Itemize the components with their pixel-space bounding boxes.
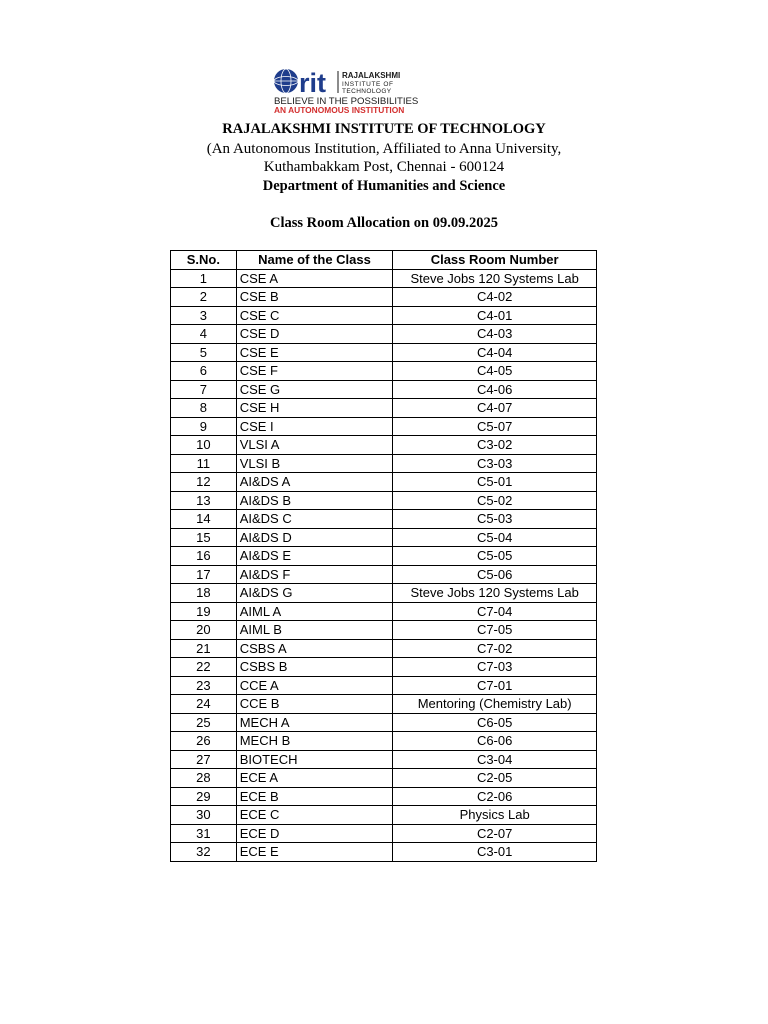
row-sno: 26 xyxy=(171,732,237,751)
row-class-name: CSE B xyxy=(236,288,393,307)
row-class-name: VLSI A xyxy=(236,436,393,455)
row-room-number: C2-07 xyxy=(393,824,597,843)
row-class-name: AIML A xyxy=(236,602,393,621)
table-row xyxy=(171,769,597,788)
table-row xyxy=(171,565,597,584)
department-name: Department of Humanities and Science xyxy=(262,178,506,194)
row-room-number: C7-03 xyxy=(393,658,597,677)
row-class-name: CSE F xyxy=(236,362,393,381)
row-class-name: CSE C xyxy=(236,306,393,325)
row-sno: 12 xyxy=(171,473,237,492)
table-row xyxy=(171,362,597,381)
table-row xyxy=(171,695,597,714)
row-room-number: C2-06 xyxy=(393,787,597,806)
row-sno: 22 xyxy=(171,658,237,677)
row-room-number: C5-03 xyxy=(393,510,597,529)
row-sno: 6 xyxy=(171,362,237,381)
row-sno: 29 xyxy=(171,787,237,806)
row-sno: 18 xyxy=(171,584,237,603)
table-row xyxy=(171,639,597,658)
row-sno: 5 xyxy=(171,343,237,362)
row-sno: 14 xyxy=(171,510,237,529)
row-sno: 11 xyxy=(171,454,237,473)
row-sno: 19 xyxy=(171,602,237,621)
row-sno: 23 xyxy=(171,676,237,695)
row-class-name: AI&DS A xyxy=(236,473,393,492)
row-room-number: C4-05 xyxy=(393,362,597,381)
row-room-number: C7-02 xyxy=(393,639,597,658)
row-sno: 28 xyxy=(171,769,237,788)
row-class-name: CSE E xyxy=(236,343,393,362)
table-row xyxy=(171,787,597,806)
table-row xyxy=(171,380,597,399)
table-row xyxy=(171,473,597,492)
row-room-number: Steve Jobs 120 Systems Lab xyxy=(393,269,597,288)
row-class-name: CSE H xyxy=(236,399,393,418)
row-class-name: VLSI B xyxy=(236,454,393,473)
row-room-number: C4-07 xyxy=(393,399,597,418)
row-room-number: C5-05 xyxy=(393,547,597,566)
svg-text:rit: rit xyxy=(299,68,326,98)
row-sno: 1 xyxy=(171,269,237,288)
col-header-sno: S.No. xyxy=(171,251,237,270)
row-room-number: C4-02 xyxy=(393,288,597,307)
row-class-name: AI&DS G xyxy=(236,584,393,603)
row-class-name: CCE B xyxy=(236,695,393,714)
row-class-name: AI&DS E xyxy=(236,547,393,566)
row-room-number: C5-01 xyxy=(393,473,597,492)
row-room-number: C4-04 xyxy=(393,343,597,362)
table-row xyxy=(171,436,597,455)
table-row xyxy=(171,732,597,751)
row-class-name: AI&DS F xyxy=(236,565,393,584)
row-room-number: C6-06 xyxy=(393,732,597,751)
table-row xyxy=(171,417,597,436)
table-body xyxy=(171,269,597,861)
row-class-name: MECH B xyxy=(236,732,393,751)
row-room-number: C5-07 xyxy=(393,417,597,436)
address-text: Kuthambakkam Post, Chennai - 600124 xyxy=(263,159,505,175)
row-room-number: Mentoring (Chemistry Lab) xyxy=(393,695,597,714)
row-sno: 2 xyxy=(171,288,237,307)
row-room-number: C3-01 xyxy=(393,843,597,862)
row-sno: 13 xyxy=(171,491,237,510)
row-room-number: C3-03 xyxy=(393,454,597,473)
table-row xyxy=(171,602,597,621)
table-row xyxy=(171,676,597,695)
row-class-name: ECE C xyxy=(236,806,393,825)
row-class-name: AIML B xyxy=(236,621,393,640)
row-class-name: ECE D xyxy=(236,824,393,843)
row-sno: 21 xyxy=(171,639,237,658)
row-sno: 24 xyxy=(171,695,237,714)
allocation-table xyxy=(170,250,597,862)
row-room-number: C4-01 xyxy=(393,306,597,325)
table-row xyxy=(171,750,597,769)
row-class-name: MECH A xyxy=(236,713,393,732)
row-room-number: C3-02 xyxy=(393,436,597,455)
row-room-number: C2-05 xyxy=(393,769,597,788)
row-sno: 7 xyxy=(171,380,237,399)
row-room-number: C3-04 xyxy=(393,750,597,769)
row-class-name: AI&DS C xyxy=(236,510,393,529)
table-row xyxy=(171,399,597,418)
row-sno: 15 xyxy=(171,528,237,547)
table-row xyxy=(171,510,597,529)
table-row xyxy=(171,658,597,677)
row-room-number: C7-05 xyxy=(393,621,597,640)
row-room-number: C4-06 xyxy=(393,380,597,399)
table-row xyxy=(171,288,597,307)
table-row xyxy=(171,843,597,862)
table-row xyxy=(171,806,597,825)
affiliation-text: (An Autonomous Institution, Affiliated to Anna University, xyxy=(206,141,562,157)
table-row xyxy=(171,325,597,344)
row-class-name: CSE D xyxy=(236,325,393,344)
table-header-row xyxy=(171,251,597,270)
col-header-room-number: Class Room Number xyxy=(393,251,597,270)
table-row xyxy=(171,491,597,510)
svg-text:RAJALAKSHMI: RAJALAKSHMI xyxy=(342,71,401,80)
row-room-number: Physics Lab xyxy=(393,806,597,825)
row-sno: 4 xyxy=(171,325,237,344)
table-row xyxy=(171,547,597,566)
row-room-number: C5-04 xyxy=(393,528,597,547)
institution-logo xyxy=(272,68,442,114)
svg-text:BELIEVE IN THE POSSIBILITIES: BELIEVE IN THE POSSIBILITIES xyxy=(274,96,419,107)
row-sno: 32 xyxy=(171,843,237,862)
row-room-number: Steve Jobs 120 Systems Lab xyxy=(393,584,597,603)
row-class-name: ECE A xyxy=(236,769,393,788)
row-class-name: CSE G xyxy=(236,380,393,399)
row-sno: 27 xyxy=(171,750,237,769)
row-room-number: C6-05 xyxy=(393,713,597,732)
row-room-number: C4-03 xyxy=(393,325,597,344)
row-sno: 9 xyxy=(171,417,237,436)
row-room-number: C5-02 xyxy=(393,491,597,510)
table-row xyxy=(171,454,597,473)
table-row xyxy=(171,269,597,288)
row-class-name: ECE E xyxy=(236,843,393,862)
table-row xyxy=(171,343,597,362)
row-sno: 17 xyxy=(171,565,237,584)
document-title: Class Room Allocation on 09.09.2025 xyxy=(270,215,498,231)
table-row xyxy=(171,824,597,843)
row-class-name: ECE B xyxy=(236,787,393,806)
institution-name: RAJALAKSHMI INSTITUTE OF TECHNOLOGY xyxy=(222,121,546,137)
row-class-name: AI&DS B xyxy=(236,491,393,510)
row-class-name: CSE I xyxy=(236,417,393,436)
row-class-name: CSE A xyxy=(236,269,393,288)
row-class-name: BIOTECH xyxy=(236,750,393,769)
row-class-name: AI&DS D xyxy=(236,528,393,547)
col-header-class-name: Name of the Class xyxy=(236,251,393,270)
row-class-name: CSBS A xyxy=(236,639,393,658)
svg-text:TECHNOLOGY: TECHNOLOGY xyxy=(342,88,392,95)
row-room-number: C5-06 xyxy=(393,565,597,584)
svg-text:AN AUTONOMOUS INSTITUTION: AN AUTONOMOUS INSTITUTION xyxy=(274,105,405,114)
row-room-number: C7-01 xyxy=(393,676,597,695)
row-sno: 25 xyxy=(171,713,237,732)
row-room-number: C7-04 xyxy=(393,602,597,621)
row-sno: 3 xyxy=(171,306,237,325)
row-sno: 30 xyxy=(171,806,237,825)
row-sno: 8 xyxy=(171,399,237,418)
table-row xyxy=(171,584,597,603)
row-class-name: CCE A xyxy=(236,676,393,695)
logo-graphic xyxy=(272,68,442,114)
row-sno: 10 xyxy=(171,436,237,455)
row-sno: 31 xyxy=(171,824,237,843)
row-class-name: CSBS B xyxy=(236,658,393,677)
table-row xyxy=(171,713,597,732)
table-row xyxy=(171,528,597,547)
table-row xyxy=(171,306,597,325)
table-row xyxy=(171,621,597,640)
row-sno: 20 xyxy=(171,621,237,640)
svg-text:INSTITUTE OF: INSTITUTE OF xyxy=(342,81,394,88)
row-sno: 16 xyxy=(171,547,237,566)
